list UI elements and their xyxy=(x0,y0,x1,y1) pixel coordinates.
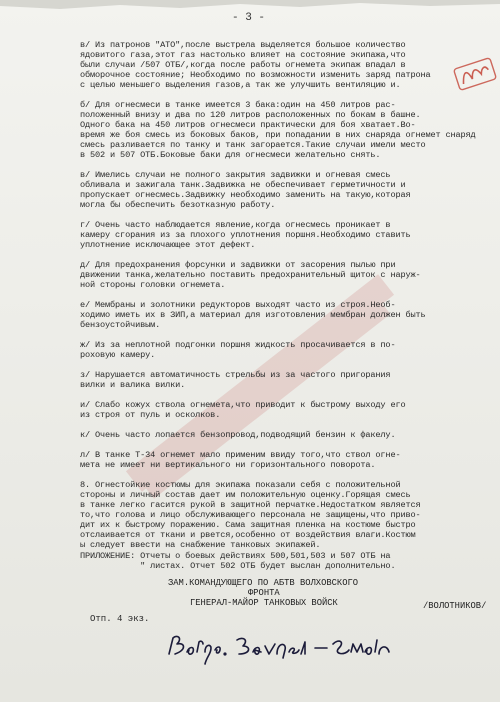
archive-stamp xyxy=(452,55,499,94)
text-line: ходимо иметь их в ЗИП,а материал для изготовления мембран должен быть xyxy=(80,310,426,320)
signature-title-line3: ГЕНЕРАЛ-МАЙОР ТАНКОВЫХ ВОЙСК xyxy=(190,598,338,608)
text-line: стороны и личный состав дает им положительную оценку.Горящая смесь xyxy=(80,490,411,500)
text-line: ы следует ввести на снабжение танковых экипажей. xyxy=(80,540,321,550)
text-line: д/ Для предохранения форсунки и задвижки от засорения пылью при xyxy=(80,260,396,270)
text-line: обливала и зажигала танк.Задвижка не обеспечивает герметичности и xyxy=(80,180,406,190)
text-line: вилки и валика вилки. xyxy=(80,380,186,390)
text-line: к/ Очень часто лопается бензопровод,подводящий бензин к факелу. xyxy=(80,430,396,440)
text-line: уплотнение исключающее этот дефект. xyxy=(80,240,256,250)
text-line: обморочное состояние; Необходимо по возможности изменить заряд патрона xyxy=(80,70,431,80)
text-line: время же боя смесь из боковых баков, при попадании в них снаряда огнемет снаряд xyxy=(80,130,476,140)
text-line: в/ Из патронов "АТО",после выстрела выделяется большое количество xyxy=(80,40,406,50)
text-line: е/ Мембраны и золотники редукторов выходят часто из строя.Необ- xyxy=(80,300,396,310)
copies-note: Отп. 4 экз. xyxy=(90,614,150,624)
text-line: и/ Слабо кожух ствола огнемета,что приводит к быстрому выходу его xyxy=(80,400,406,410)
text-line: положенный внизу и два по 120 литров расположенных по бокам в башне. xyxy=(80,110,421,120)
text-line: б/ Для огнесмеси в танке имеется 3 бака:один на 450 литров рас- xyxy=(80,100,396,110)
text-line: в 502 и 507 ОТБ.Боковые баки для огнесмеси желательно снять. xyxy=(80,150,381,160)
text-line: з/ Нарушается автоматичность стрельбы из за частого пригорания xyxy=(80,370,391,380)
text-line: роховую камеру. xyxy=(80,350,156,360)
appendix-line: ПРИЛОЖЕНИЕ: Отчеты о боевых действиях 500,501,503 и 507 ОТБ на xyxy=(80,551,391,561)
text-line: пропускает огнесмесь.Задвижку необходимо заменить на такую,которая xyxy=(80,190,411,200)
text-line: мета не имеет ни вертикального ни горизонтального поворота. xyxy=(80,460,376,470)
text-line: были случаи /507 ОТБ/,когда после работы огнемета экипаж впадал в xyxy=(80,60,406,70)
text-line: ной стороны головки огнемета. xyxy=(80,280,226,290)
text-line: в танке легко гасится рукой в защитной перчатке.Недостатком является xyxy=(80,500,421,510)
text-line: движении танка,желательно поставить предохранительный щиток с наруж- xyxy=(80,270,421,280)
page-number: - 3 - xyxy=(232,12,266,24)
text-line: г/ Очень часто наблюдается явление,когда огнесмесь проникает в xyxy=(80,220,391,230)
text-line: Одного бака на 450 литров огнесмеси практически для боя хватает.Во- xyxy=(80,120,416,130)
signatory-name: /ВОЛОТНИКОВ/ xyxy=(423,601,487,611)
text-line: могла бы обеспечить безотказную работу. xyxy=(80,200,276,210)
text-line: смесь разливается по танку и танк загорается.Такие случаи имели место xyxy=(80,140,426,150)
text-line: с целью меньшего выделения газов,а так же улучшить вентиляцию и. xyxy=(80,80,401,90)
text-line: в/ Имелись случаи не полного закрытия задвижки и огневая смесь xyxy=(80,170,391,180)
text-line: то,что голова и лицо обслуживающего персонала не защищены,что приво- xyxy=(80,510,421,520)
handwritten-certification xyxy=(165,628,395,668)
text-line: из строя от пуль и осколков. xyxy=(80,410,221,420)
text-line: камеру сгорания из за плохого уплотнения поршня.Необходимо ставить xyxy=(80,230,411,240)
signature-title-line2: ФРОНТА xyxy=(248,588,280,598)
signature-title-line1: ЗАМ.КОМАНДУЮЩЕГО ПО АБТВ ВОЛХОВСКОГО xyxy=(168,578,359,588)
text-line: бензоустойчивым. xyxy=(80,320,161,330)
appendix-line: " листах. Отчет 502 ОТБ будет выслан дополнительно. xyxy=(80,561,396,571)
text-line: дит их к быстрому поражению. Сама защитная пленка на костюме быстро xyxy=(80,520,416,530)
text-line: 8. Огнестойкие костюмы для экипажа показали себя с положительной xyxy=(80,480,401,490)
text-line: отслаивается от ткани и рвется,особенно от воздействия влаги.Костюм xyxy=(80,530,416,540)
text-line: л/ В танке Т-34 огнемет мало применим ввиду того,что ствол огне- xyxy=(80,450,401,460)
text-line: ж/ Из за неплотной подгонки поршня жидкость просачивается в по- xyxy=(80,340,396,350)
text-line: ядовитого газа,этот газ настолько влияет на состояние экипажа,что xyxy=(80,50,406,60)
